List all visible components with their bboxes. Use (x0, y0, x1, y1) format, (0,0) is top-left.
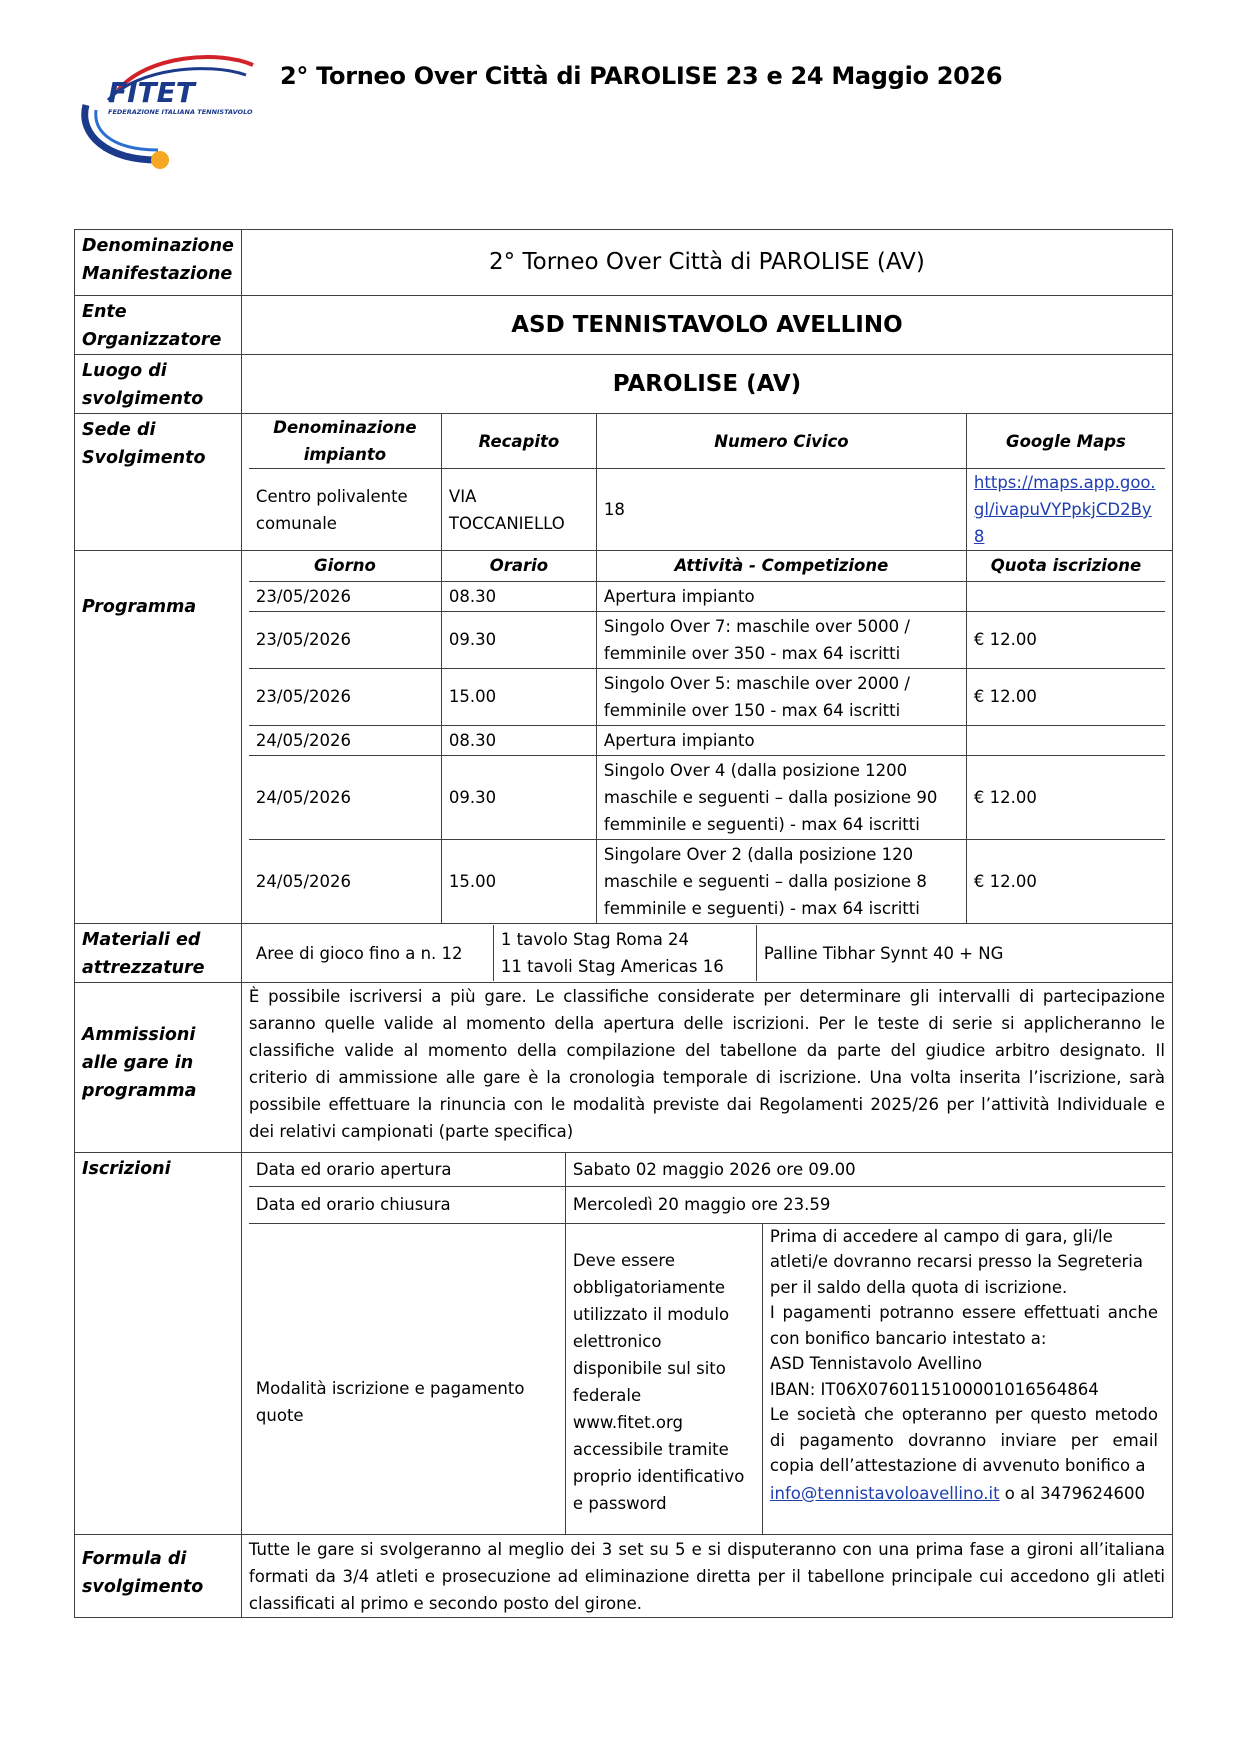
apertura-label: Data ed orario apertura (249, 1153, 566, 1186)
table-row (249, 611, 1165, 668)
materiali-tavoli-1: 1 tavolo Stag Roma 24 (500, 930, 690, 949)
prog-header-orario: Orario (441, 551, 596, 581)
prog-header-quota: Quota iscrizione (966, 551, 1165, 581)
fitet-logo (78, 50, 258, 175)
pagamento-info-2: I pagamenti potranno essere effettuati anche con bonifico bancario intestato a: (769, 1303, 1158, 1348)
modulo-text: Deve essere obbligatoriamente utilizzato il modulo elettronico disponibile sul sito federale www.fitet.org accessibile tramite proprio identificativo e password (565, 1223, 762, 1534)
formula-text: Tutte le gare si svolgeranno al meglio dei 3 set su 5 e si disputeranno con una prima fase a gironi all’italiana formati da 3/4 atleti e prosecuzione ad eliminazione diretta per il tabellone principale cui accedono gli atleti classificati al primo e secondo posto del girone. (241, 1535, 1172, 1618)
sede-header-impianto: Denominazione impianto (249, 414, 442, 469)
label-formula: Formula di svolgimento (75, 1535, 242, 1618)
prog-giorno: 23/05/2026 (249, 611, 442, 668)
ammissioni-text: È possibile iscriversi a più gare. Le classifiche considerate per determinare gli intervalli di partecipazione saranno quelle valide al momento della apertura delle iscrizioni. Per le teste di serie si applicheranno le classifiche valide al momento della compilazione del tabellone da parte del giudice arbitro designato. Il criterio di ammissione alle gare è la cronologia temporale di iscrizione. Una volta inserita l’iscrizione, sarà possibile effettuare la rinuncia con le modalità previste dai Regolamenti 2025/26 per l’attività Individuale e dei relativi campionati (parte specifica) (241, 983, 1172, 1153)
prog-orario: 15.00 (441, 839, 596, 923)
email-link[interactable]: info@tennistavoloavellino.it (769, 1483, 1000, 1503)
prog-giorno: 24/05/2026 (249, 839, 442, 923)
table-row (249, 839, 1165, 923)
label-sede: Sede di Svolgimento (75, 414, 242, 551)
materiali-palline: Palline Tibhar Synnt 40 + NG (756, 925, 1165, 981)
prog-quota: € 12.00 (966, 839, 1165, 923)
sede-header-maps: Google Maps (966, 414, 1165, 469)
prog-giorno: 24/05/2026 (249, 725, 442, 755)
table-row (249, 755, 1165, 839)
telefono: o al 3479624600 (999, 1483, 1146, 1503)
prog-attivita: Apertura impianto (596, 581, 966, 611)
page-title: 2° Torneo Over Città di PAROLISE 23 e 24 Maggio 2026 (280, 62, 1003, 90)
table-row (249, 581, 1165, 611)
modalita-label: Modalità iscrizione e pagamento quote (249, 1223, 566, 1534)
sede-recapito: VIA TOCCANIELLO (441, 469, 596, 551)
label-luogo: Luogo di svolgimento (75, 355, 242, 414)
table-row (249, 725, 1165, 755)
chiusura-label: Data ed orario chiusura (249, 1186, 566, 1223)
luogo-value: PAROLISE (AV) (241, 355, 1172, 414)
label-denominazione: Denominazione Manifestazione (75, 230, 242, 296)
logo-subtext: FEDERAZIONE ITALIANA TENNISTAVOLO (108, 108, 253, 116)
apertura-value: Sabato 02 maggio 2026 ore 09.00 (565, 1153, 1165, 1186)
prog-header-attivita: Attività - Competizione (596, 551, 966, 581)
sede-civico: 18 (596, 469, 966, 551)
ente-value: ASD TENNISTAVOLO AVELLINO (241, 296, 1172, 355)
prog-quota (966, 725, 1165, 755)
iban: IBAN: IT06X0760115100001016564864 (769, 1379, 1099, 1399)
label-ente: Ente Organizzatore (75, 296, 242, 355)
label-ammissioni: Ammissioni alle gare in programma (75, 983, 242, 1153)
iscrizioni-table (249, 1153, 1165, 1534)
label-iscrizioni: Iscrizioni (75, 1153, 242, 1535)
pagamento-info-1: Prima di accedere al campo di gara, gli/le atleti/e dovranno recarsi presso la Segreteria per il saldo della quota di iscrizione. (769, 1226, 1143, 1297)
prog-quota (966, 581, 1165, 611)
prog-orario: 08.30 (441, 581, 596, 611)
label-materiali: Materiali ed attrezzature (75, 924, 242, 983)
prog-orario: 08.30 (441, 725, 596, 755)
materiali-aree: Aree di gioco fino a n. 12 (249, 925, 494, 981)
sede-table (249, 414, 1165, 550)
pagamento-info-3: Le società che opteranno per questo metodo di pagamento dovranno inviare per email copia dell’attestazione di avvenuto bonifico a (769, 1405, 1158, 1475)
denominazione-value: 2° Torneo Over Città di PAROLISE (AV) (241, 230, 1172, 296)
prog-giorno: 23/05/2026 (249, 668, 442, 725)
chiusura-value: Mercoledì 20 maggio ore 23.59 (565, 1186, 1165, 1223)
prog-orario: 15.00 (441, 668, 596, 725)
materiali-tavoli-2: 11 tavoli Stag Americas 16 (500, 957, 724, 976)
sede-impianto: Centro polivalente comunale (249, 469, 442, 551)
prog-giorno: 23/05/2026 (249, 581, 442, 611)
regulation-table (74, 229, 1173, 1618)
prog-attivita: Singolare Over 2 (dalla posizione 120 maschile e seguenti – dalla posizione 8 femminile e seguenti) - max 64 iscritti (596, 839, 966, 923)
sede-header-recapito: Recapito (441, 414, 596, 469)
programma-table (249, 551, 1165, 923)
google-maps-link[interactable]: https://maps.app.goo.gl/ivapuVYPpkjCD2By8 (973, 473, 1156, 546)
prog-giorno: 24/05/2026 (249, 755, 442, 839)
prog-attivita: Singolo Over 7: maschile over 5000 / femminile over 350 - max 64 iscritti (596, 611, 966, 668)
table-row (249, 668, 1165, 725)
intestatario: ASD Tennistavolo Avellino (769, 1354, 983, 1373)
sede-header-civico: Numero Civico (596, 414, 966, 469)
prog-quota: € 12.00 (966, 755, 1165, 839)
prog-orario: 09.30 (441, 611, 596, 668)
prog-attivita: Apertura impianto (596, 725, 966, 755)
prog-quota: € 12.00 (966, 668, 1165, 725)
prog-orario: 09.30 (441, 755, 596, 839)
prog-quota: € 12.00 (966, 611, 1165, 668)
logo-text: FITET (108, 76, 195, 109)
label-programma: Programma (75, 551, 242, 924)
materiali-table (249, 925, 1165, 981)
prog-attivita: Singolo Over 5: maschile over 2000 / femminile over 150 - max 64 iscritti (596, 668, 966, 725)
prog-attivita: Singolo Over 4 (dalla posizione 1200 maschile e seguenti – dalla posizione 90 femminile e seguenti) - max 64 iscritti (596, 755, 966, 839)
prog-header-giorno: Giorno (249, 551, 442, 581)
